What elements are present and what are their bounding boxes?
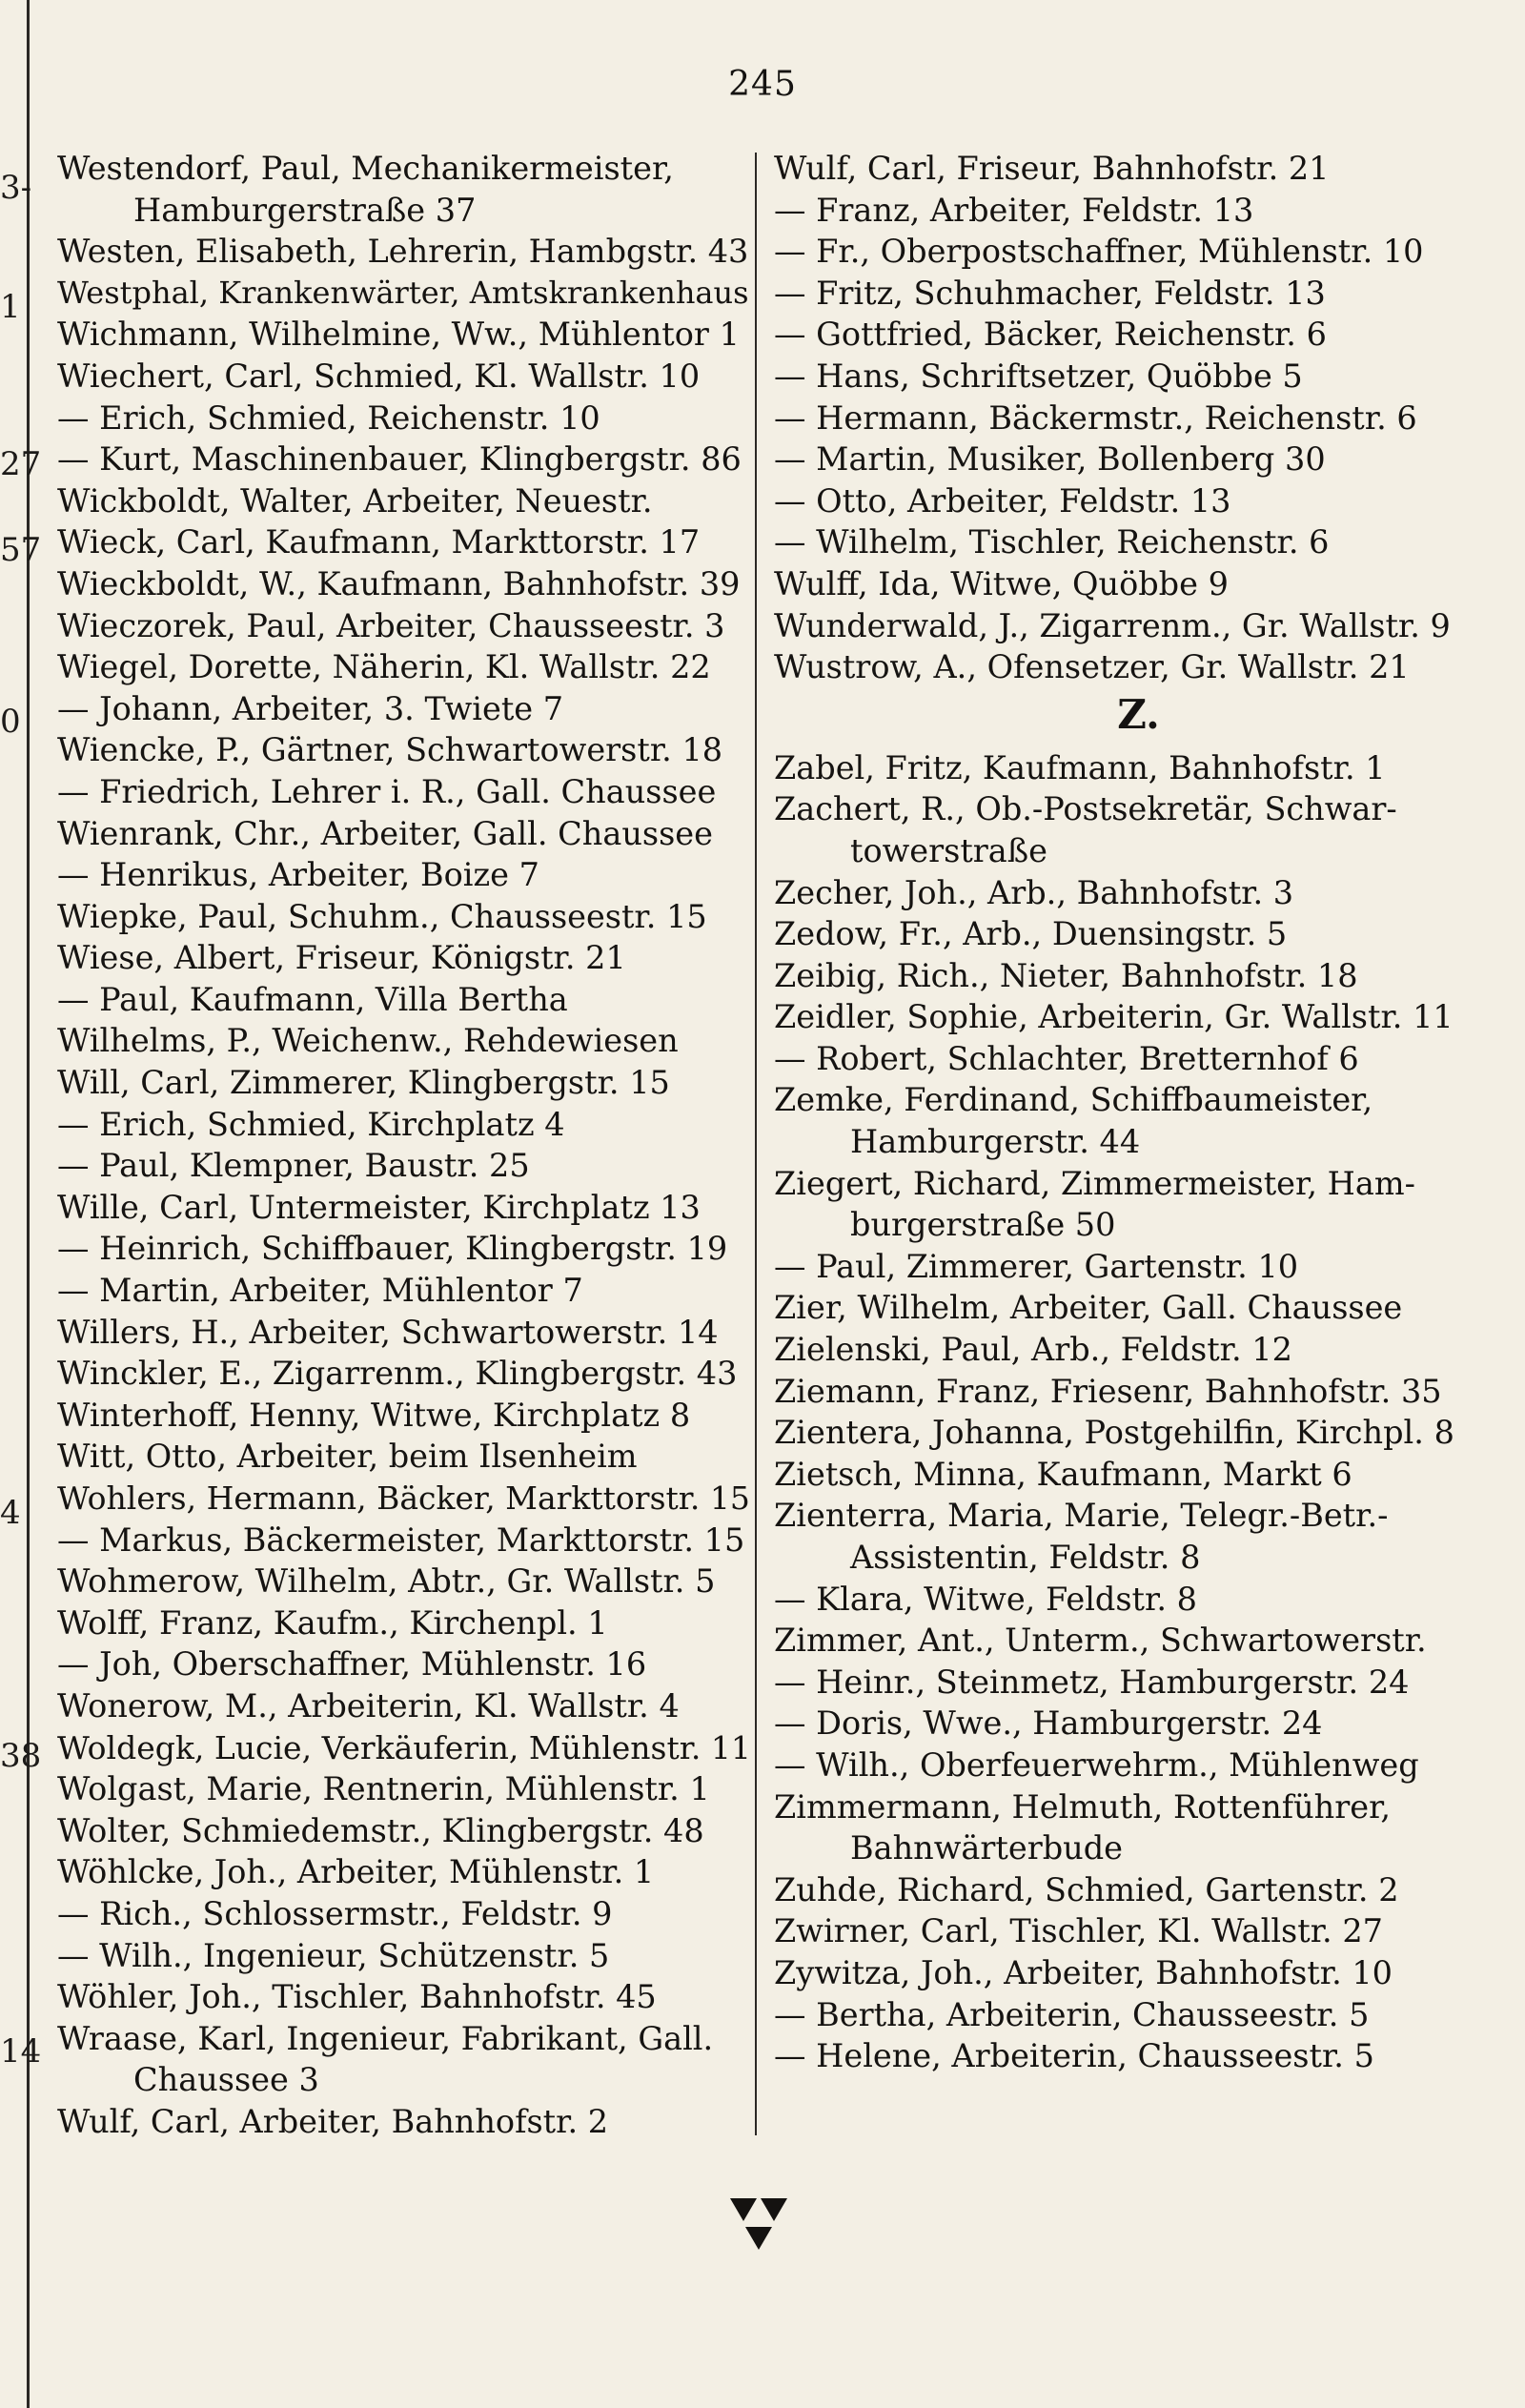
directory-entry: — Klara, Witwe, Feldstr. 8 [774,1580,1197,1618]
directory-entry: Westen, Elisabeth, Lehrerin, Hambgstr. 43 [57,233,749,271]
directory-entry: Witt, Otto, Arbeiter, beim Ilsenheim [57,1438,638,1476]
directory-entry: Woldegk, Lucie, Verkäuferin, Mühlenstr. 11 [57,1728,751,1766]
directory-entry: Wieckboldt, W., Kaufmann, Bahnhofstr. 39 [57,564,741,602]
directory-entry: — Helene, Arbeiterin, Chausseestr. 5 [774,2037,1374,2075]
directory-entry: — Erich, Schmied, Reichenstr. 10 [57,398,600,437]
directory-entry-continuation: Hamburgerstraße 37 [133,191,477,229]
directory-entry: Zywitza, Joh., Arbeiter, Bahnhofstr. 10 [774,1953,1393,1991]
directory-entry: Zimmermann, Helmuth, Rottenführer, [774,1787,1392,1826]
margin-fragment: 57 [0,531,42,569]
directory-entry: — Hans, Schriftsetzer, Quöbbe 5 [774,357,1303,395]
directory-entry: Westphal, Krankenwärter, Amtskrankenhaus [57,274,749,311]
directory-entry: — Martin, Arbeiter, Mühlentor 7 [57,1272,583,1310]
right-column-z-entries [774,747,1474,2077]
directory-entry: Wohlers, Hermann, Bäcker, Markttorstr. 15 [57,1479,750,1517]
directory-entry-continuation: Hamburgerstr. 44 [850,1123,1141,1161]
directory-entry: Zielenski, Paul, Arb., Feldstr. 12 [774,1331,1292,1369]
directory-entry: — Rich., Schlossermstr., Feldstr. 9 [57,1894,613,1932]
directory-entry: Wulff, Ida, Witwe, Quöbbe 9 [774,564,1229,602]
directory-entry-continuation: Assistentin, Feldstr. 8 [850,1539,1201,1576]
directory-entry: Wonerow, M., Arbeiterin, Kl. Wallstr. 4 [57,1686,680,1724]
directory-entry: Wieczorek, Paul, Arbeiter, Chausseestr. 3 [57,606,725,644]
directory-entry: Zuhde, Richard, Schmied, Gartenstr. 2 [774,1870,1399,1908]
directory-entry: Willers, H., Arbeiter, Schwartowerstr. 14 [57,1313,719,1351]
directory-entry: Wienrank, Chr., Arbeiter, Gall. Chaussee [57,814,713,852]
directory-entry: Winckler, E., Zigarrenm., Klingbergstr. 43 [57,1355,738,1393]
directory-entry: Ziemann, Franz, Friesenr, Bahnhofstr. 35 [774,1372,1442,1410]
directory-entry: Wickboldt, Walter, Arbeiter, Neuestr. [57,481,653,520]
margin-fragment: 38 [0,1737,42,1775]
right-column [774,148,1474,2077]
margin-fragment: 4 [0,1494,21,1532]
directory-entry: — Heinr., Steinmetz, Hamburgerstr. 24 [774,1663,1410,1701]
section-letter: Z. [1117,690,1160,738]
directory-entry: — Doris, Wwe., Hamburgerstr. 24 [774,1704,1323,1743]
directory-entry: — Fritz, Schuhmacher, Feldstr. 13 [774,274,1326,312]
page-number: 245 [728,65,797,104]
directory-entry: Wiencke, P., Gärtner, Schwartowerstr. 18 [57,731,723,769]
directory-entry: — Friedrich, Lehrer i. R., Gall. Chaussee [57,772,717,810]
directory-entry: Wohmerow, Wilhelm, Abtr., Gr. Wallstr. 5 [57,1562,716,1601]
directory-entry: Wöhler, Joh., Tischler, Bahnhofstr. 45 [57,1978,657,2016]
directory-entry: Wustrow, A., Ofensetzer, Gr. Wallstr. 21 [774,648,1410,686]
directory-entry: — Wilh., Ingenieur, Schützenstr. 5 [57,1936,610,1974]
triangle-ornament-icon [728,2193,804,2269]
directory-entry-continuation: Chaussee 3 [133,2061,319,2099]
directory-entry: Wolgast, Marie, Rentnerin, Mühlenstr. 1 [57,1770,710,1808]
directory-entry: Zeibig, Rich., Nieter, Bahnhofstr. 18 [774,956,1358,994]
directory-entry: Zientera, Johanna, Postgehilfin, Kirchpl. 8 [774,1414,1454,1452]
directory-entry: Wöhlcke, Joh., Arbeiter, Mühlenstr. 1 [57,1853,655,1891]
directory-entry: — Markus, Bäckermeister, Markttorstr. 15 [57,1520,745,1559]
directory-entry: — Paul, Kaufmann, Villa Bertha [57,980,568,1018]
directory-entry-continuation: towerstraße [850,831,1047,869]
column-divider [755,153,757,2135]
directory-entry: Zachert, R., Ob.-Postsekretär, Schwar- [774,790,1397,828]
directory-entry: — Gottfried, Bäcker, Reichenstr. 6 [774,316,1327,354]
directory-entry: — Bertha, Arbeiterin, Chausseestr. 5 [774,1995,1370,2033]
directory-entry: Wunderwald, J., Zigarrenm., Gr. Wallstr. 9 [774,606,1451,644]
directory-entry: Zemke, Ferdinand, Schiffbaumeister, [774,1081,1373,1119]
left-margin-fragments [0,0,42,2408]
margin-fragment: 3- [0,169,32,207]
directory-entry: — Erich, Schmied, Kirchplatz 4 [57,1105,565,1143]
directory-entry: Zimmer, Ant., Unterm., Schwartowerstr. [774,1622,1427,1660]
directory-entry: Wiepke, Paul, Schuhm., Chausseestr. 15 [57,897,707,935]
directory-entry: Westendorf, Paul, Mechanikermeister, [57,150,674,187]
directory-entry: Zwirner, Carl, Tischler, Kl. Wallstr. 27 [774,1912,1383,1950]
directory-entry: — Wilhelm, Tischler, Reichenstr. 6 [774,523,1330,561]
directory-entry: — Otto, Arbeiter, Feldstr. 13 [774,481,1231,520]
directory-entry: — Johann, Arbeiter, 3. Twiete 7 [57,689,564,727]
directory-entry: Zienterra, Maria, Marie, Telegr.-Betr.- [774,1497,1389,1535]
directory-entry: Zedow, Fr., Arb., Duensingstr. 5 [774,915,1288,953]
directory-entry: Wraase, Karl, Ingenieur, Fabrikant, Gall. [57,2019,714,2057]
margin-fragment: 0 [0,703,21,741]
directory-entry: Zier, Wilhelm, Arbeiter, Gall. Chaussee [774,1289,1403,1327]
directory-entry: — Wilh., Oberfeuerwehrm., Mühlenweg [774,1745,1419,1784]
directory-entry: Wolff, Franz, Kaufm., Kirchenpl. 1 [57,1603,608,1642]
directory-entry: Zecher, Joh., Arb., Bahnhofstr. 3 [774,873,1294,911]
directory-entry: — Franz, Arbeiter, Feldstr. 13 [774,191,1254,229]
directory-entry: Wille, Carl, Untermeister, Kirchplatz 13 [57,1188,701,1226]
directory-entry: Zietsch, Minna, Kaufmann, Markt 6 [774,1455,1352,1493]
directory-entry: Wiese, Albert, Friseur, Königstr. 21 [57,939,626,977]
directory-entry: — Heinrich, Schiffbauer, Klingbergstr. 19 [57,1230,728,1268]
directory-entry: Wulf, Carl, Friseur, Bahnhofstr. 21 [774,150,1330,187]
directory-entry: — Robert, Schlachter, Bretternhof 6 [774,1039,1359,1077]
margin-fragment: 14 [0,2032,42,2071]
margin-fragment: 27 [0,445,42,483]
directory-entry: Zeidler, Sophie, Arbeiterin, Gr. Wallstr. 11 [774,998,1454,1036]
directory-entry: — Hermann, Bäckermstr., Reichenstr. 6 [774,398,1417,437]
directory-entry: — Joh, Oberschaffner, Mühlenstr. 16 [57,1645,647,1684]
directory-entry: Wolter, Schmiedemstr., Klingbergstr. 48 [57,1811,704,1849]
directory-entry: Wulf, Carl, Arbeiter, Bahnhofstr. 2 [57,2102,609,2140]
left-column [57,148,751,2143]
directory-entry-continuation: Bahnwärterbude [850,1829,1123,1867]
directory-entry: — Martin, Musiker, Bollenberg 30 [774,440,1326,479]
directory-entry: Wiegel, Dorette, Näherin, Kl. Wallstr. 22 [57,648,711,686]
directory-entry: — Paul, Zimmerer, Gartenstr. 10 [774,1247,1299,1285]
directory-entry: Will, Carl, Zimmerer, Klingbergstr. 15 [57,1064,670,1102]
margin-fragment: 1 [0,288,21,326]
right-column-w-entries [774,148,1474,688]
directory-entry: Winterhoff, Henny, Witwe, Kirchplatz 8 [57,1396,691,1434]
directory-entry: Wieck, Carl, Kaufmann, Markttorstr. 17 [57,523,701,561]
directory-entry: — Fr., Oberpostschaffner, Mühlenstr. 10 [774,233,1424,271]
directory-entry: — Paul, Klempner, Baustr. 25 [57,1147,530,1185]
directory-entry-continuation: burgerstraße 50 [850,1206,1116,1244]
directory-entry: Zabel, Fritz, Kaufmann, Bahnhofstr. 1 [774,748,1386,786]
directory-entry: Wilhelms, P., Weichenw., Rehdewiesen [57,1022,679,1060]
directory-entry: — Kurt, Maschinenbauer, Klingbergstr. 86 [57,440,742,479]
directory-entry: — Henrikus, Arbeiter, Boize 7 [57,856,539,894]
directory-entry: Wiechert, Carl, Schmied, Kl. Wallstr. 10 [57,357,701,395]
directory-entry: Ziegert, Richard, Zimmermeister, Ham- [774,1164,1415,1202]
directory-entry: Wichmann, Wilhelmine, Ww., Mühlentor 1 [57,316,740,354]
